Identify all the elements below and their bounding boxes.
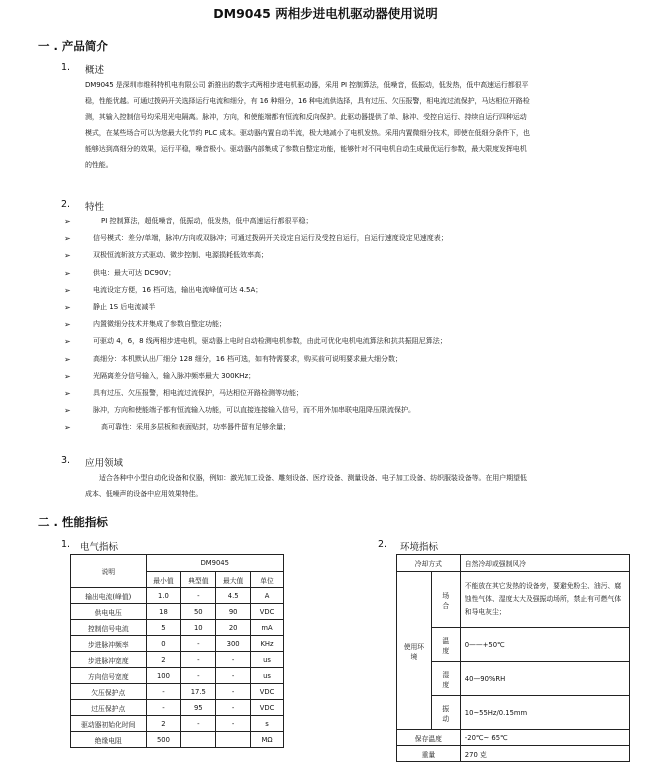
feature-text: 电流设定方便，16 档可选，输出电流峰值可达 4.5A； xyxy=(93,285,263,294)
cell-name: 步进脉冲宽度 xyxy=(71,652,147,668)
cooling-label: 冷却方式 xyxy=(397,555,461,572)
vibration-label: 振动 xyxy=(431,696,460,730)
table-row xyxy=(71,636,284,652)
overview-line: 能够达到高细分的效果，运行平稳，噪音极小。驱动器内部集成了参数自整定功能，能够针对不同电机自动生成最优运行参数，最大限度发挥电机 xyxy=(85,145,527,153)
storage-temperature-label: 保存温度 xyxy=(397,730,461,746)
feature-item xyxy=(64,368,644,385)
table-row xyxy=(71,684,284,700)
feature-text: 可驱动 4，6，8 线两相步进电机，驱动器上电时自动检测电机参数，由此可优化电机电流算法和抗共振阻尼算法； xyxy=(93,337,447,346)
features-heading: 特性 xyxy=(85,202,105,213)
feature-item xyxy=(64,230,644,247)
feature-text: 高可靠性：采用多层板和表面贴封，功率器件留有足够余量； xyxy=(101,423,290,432)
table-row xyxy=(71,620,284,636)
usage-environment-label: 使用环境 xyxy=(397,572,432,730)
table-row xyxy=(71,588,284,604)
table-row xyxy=(71,700,284,716)
column-header-min: 最小值 xyxy=(146,572,181,588)
cell-typ: - xyxy=(181,668,216,684)
cell-name: 供电电压 xyxy=(71,604,147,620)
feature-text: 脉冲，方向和使能端子都有恒流输入功能，可以直接连接输入信号，而不用外加串联电阻降压限流保护。 xyxy=(93,406,415,415)
cell-min: - xyxy=(146,684,181,700)
cell-unit: s xyxy=(251,716,284,732)
cell-name: 输出电流(峰值) xyxy=(71,588,147,604)
cell-typ: - xyxy=(181,636,216,652)
applications-paragraph xyxy=(85,470,645,502)
cell-typ: - xyxy=(181,716,216,732)
arrow-bullet-icon: ➢ xyxy=(64,371,71,381)
arrow-bullet-icon: ➢ xyxy=(64,423,71,433)
overview-heading: 概述 xyxy=(85,65,105,76)
applications-number: 3. xyxy=(61,455,71,466)
feature-text: PI 控制算法，超低噪音，低振动，低发热，低中高速运行都很平稳； xyxy=(101,217,313,225)
applications-heading: 应用领域 xyxy=(85,458,124,469)
overview-line: DM9045 是深圳市维科特机电有限公司 新推出的数字式两相步进电机驱动器，采用 PI 控制算法，低噪音，低振动，低发热，低中高速运行都很平 xyxy=(85,81,529,89)
cell-unit: us xyxy=(251,668,284,684)
feature-item xyxy=(64,299,644,316)
arrow-bullet-icon: ➢ xyxy=(64,320,71,330)
cell-name: 过压保护点 xyxy=(71,700,147,716)
cell-unit: VDC xyxy=(251,684,284,700)
arrow-bullet-icon: ➢ xyxy=(64,388,71,398)
arrow-bullet-icon: ➢ xyxy=(64,234,71,244)
feature-text: 信号模式：差分/单端，脉冲/方向或双脉冲；可通过拨码开关设定自运行及受控自运行，自运行速度设定见速度表； xyxy=(93,234,448,243)
humidity-value: 40—90%RH xyxy=(460,662,629,696)
table-row xyxy=(71,668,284,684)
site-value: 不能放在其它发热的设备旁，要避免粉尘、油污、腐蚀性气体、湿度太大及强振动场所，禁止有可燃气体和导电灰尘； xyxy=(460,572,629,628)
table-header-model: DM9045 xyxy=(146,555,283,572)
temperature-value: 0——+50℃ xyxy=(460,628,629,662)
cell-unit: A xyxy=(251,588,284,604)
overview-number: 1. xyxy=(61,62,71,73)
cell-typ: 17.5 xyxy=(181,684,216,700)
weight-label: 重量 xyxy=(397,746,461,762)
feature-text: 双极恒流斩波方式驱动、微步控制、电源损耗低效率高； xyxy=(93,251,268,260)
table-row xyxy=(71,732,284,748)
cell-name: 欠压保护点 xyxy=(71,684,147,700)
environment-spec-table xyxy=(396,554,630,762)
cell-max xyxy=(216,732,251,748)
overview-line: 模式，在某些场合可以为您最大化节约 PLC 成本。驱动器内置自动半流，极大地减小了电机发热。采用内置微细分技术，即使在低细分条件下，也 xyxy=(85,129,530,137)
cell-unit: us xyxy=(251,652,284,668)
electrical-spec-table xyxy=(70,554,284,748)
cell-typ xyxy=(181,732,216,748)
column-header-unit: 单位 xyxy=(251,572,284,588)
feature-item xyxy=(64,316,644,333)
arrow-bullet-icon: ➢ xyxy=(64,406,71,416)
cell-max: - xyxy=(216,668,251,684)
arrow-bullet-icon: ➢ xyxy=(64,302,71,312)
weight-value: 270 克 xyxy=(460,746,629,762)
cell-max: - xyxy=(216,716,251,732)
cell-max: 20 xyxy=(216,620,251,636)
temperature-label: 温度 xyxy=(431,628,460,662)
features-list xyxy=(64,213,644,436)
feature-text: 内置微细分技术并集成了参数自整定功能； xyxy=(93,320,226,329)
cell-min: 18 xyxy=(146,604,181,620)
overview-line: 稳，性能优越。可通过拨码开关选择运行电流和细分，有 16 种细分，16 种电流供选择，具有过压、欠压报警，相电流过流保护，马达相位开路检 xyxy=(85,97,530,105)
cell-min: 1.0 xyxy=(146,588,181,604)
cell-typ: 10 xyxy=(181,620,216,636)
cell-max: 300 xyxy=(216,636,251,652)
electrical-number: 1. xyxy=(61,539,71,550)
cell-name: 驱动器初始化时间 xyxy=(71,716,147,732)
storage-temperature-value: -20℃~ 65℃ xyxy=(460,730,629,746)
feature-text: 光隔离差分信号输入，输入脉冲频率最大 300KHz； xyxy=(93,371,256,380)
cooling-value: 自然冷却或强制风冷 xyxy=(460,555,629,572)
cell-min: 5 xyxy=(146,620,181,636)
cell-unit: MΩ xyxy=(251,732,284,748)
arrow-bullet-icon: ➢ xyxy=(64,285,71,295)
feature-item xyxy=(64,213,644,230)
cell-min: 500 xyxy=(146,732,181,748)
cell-unit: VDC xyxy=(251,604,284,620)
cell-name: 绝缘电阻 xyxy=(71,732,147,748)
electrical-heading: 电气指标 xyxy=(80,542,119,553)
feature-text: 静止 1S 后电流减半 xyxy=(93,302,156,311)
column-header-max: 最大值 xyxy=(216,572,251,588)
applications-line-1: 适合各种中小型自动化设备和仪器，例如：激光加工设备、雕刻设备、医疗设备、测量设备、电子加工设备、纺织服装设备等。在用户期望低 xyxy=(99,474,527,482)
cell-max: 90 xyxy=(216,604,251,620)
arrow-bullet-icon: ➢ xyxy=(64,251,71,261)
applications-line-2: 成本、低噪声的设备中应用效果特佳。 xyxy=(85,490,203,498)
cell-typ: 95 xyxy=(181,700,216,716)
feature-item xyxy=(64,402,644,419)
cell-unit: VDC xyxy=(251,700,284,716)
cell-max: - xyxy=(216,684,251,700)
feature-item xyxy=(64,333,644,350)
feature-text: 具有过压、欠压报警，相电流过流保护，马达相位开路检测等功能； xyxy=(93,388,303,397)
cell-name: 控制信号电流 xyxy=(71,620,147,636)
environment-heading: 环境指标 xyxy=(400,542,439,553)
feature-text: 高细分：本机默认出厂细分 128 细分，16 档可选，如有特需要求，购买前可说明要求最大细分数； xyxy=(93,354,402,363)
cell-typ: - xyxy=(181,652,216,668)
cell-unit: KHz xyxy=(251,636,284,652)
cell-typ: - xyxy=(181,588,216,604)
feature-item xyxy=(64,247,644,264)
humidity-label: 湿度 xyxy=(431,662,460,696)
table-row xyxy=(71,604,284,620)
feature-item xyxy=(64,385,644,402)
table-header-label: 说明 xyxy=(71,555,147,588)
feature-item xyxy=(64,265,644,282)
arrow-bullet-icon: ➢ xyxy=(64,354,71,364)
table-row xyxy=(71,716,284,732)
cell-min: 2 xyxy=(146,716,181,732)
site-label: 场合 xyxy=(431,572,460,628)
column-header-typ: 典型值 xyxy=(181,572,216,588)
arrow-bullet-icon: ➢ xyxy=(64,217,71,226)
section-title-specs: 二 . 性能指标 xyxy=(38,515,108,529)
vibration-value: 10~55Hz/0.15mm xyxy=(460,696,629,730)
cell-typ: 50 xyxy=(181,604,216,620)
cell-min: 100 xyxy=(146,668,181,684)
feature-item xyxy=(64,351,644,368)
arrow-bullet-icon: ➢ xyxy=(64,337,71,347)
arrow-bullet-icon: ➢ xyxy=(64,268,71,278)
section-title-product-intro: 一 . 产品简介 xyxy=(38,39,108,53)
feature-item xyxy=(64,282,644,299)
feature-text: 供电：最大可达 DC90V； xyxy=(93,268,176,277)
cell-min: 2 xyxy=(146,652,181,668)
table-row xyxy=(71,652,284,668)
cell-name: 方向信号宽度 xyxy=(71,668,147,684)
overview-paragraph xyxy=(85,77,645,173)
cell-max: 4.5 xyxy=(216,588,251,604)
cell-unit: mA xyxy=(251,620,284,636)
document-title: DM9045 两相步进电机驱动器使用说明 xyxy=(213,6,438,21)
feature-item xyxy=(64,419,644,436)
features-number: 2. xyxy=(61,199,71,210)
cell-min: - xyxy=(146,700,181,716)
overview-line: 的性能。 xyxy=(85,161,113,169)
overview-line: 测，其输入控制信号均采用光电隔离。脉冲，方向，和使能端都有恒流和反向保护。此驱动器提供了单、脉冲、受控自运行、持续自运行四种运动 xyxy=(85,113,527,121)
cell-min: 0 xyxy=(146,636,181,652)
cell-max: - xyxy=(216,652,251,668)
environment-number: 2. xyxy=(378,539,388,550)
cell-max: - xyxy=(216,700,251,716)
cell-name: 步进脉冲频率 xyxy=(71,636,147,652)
